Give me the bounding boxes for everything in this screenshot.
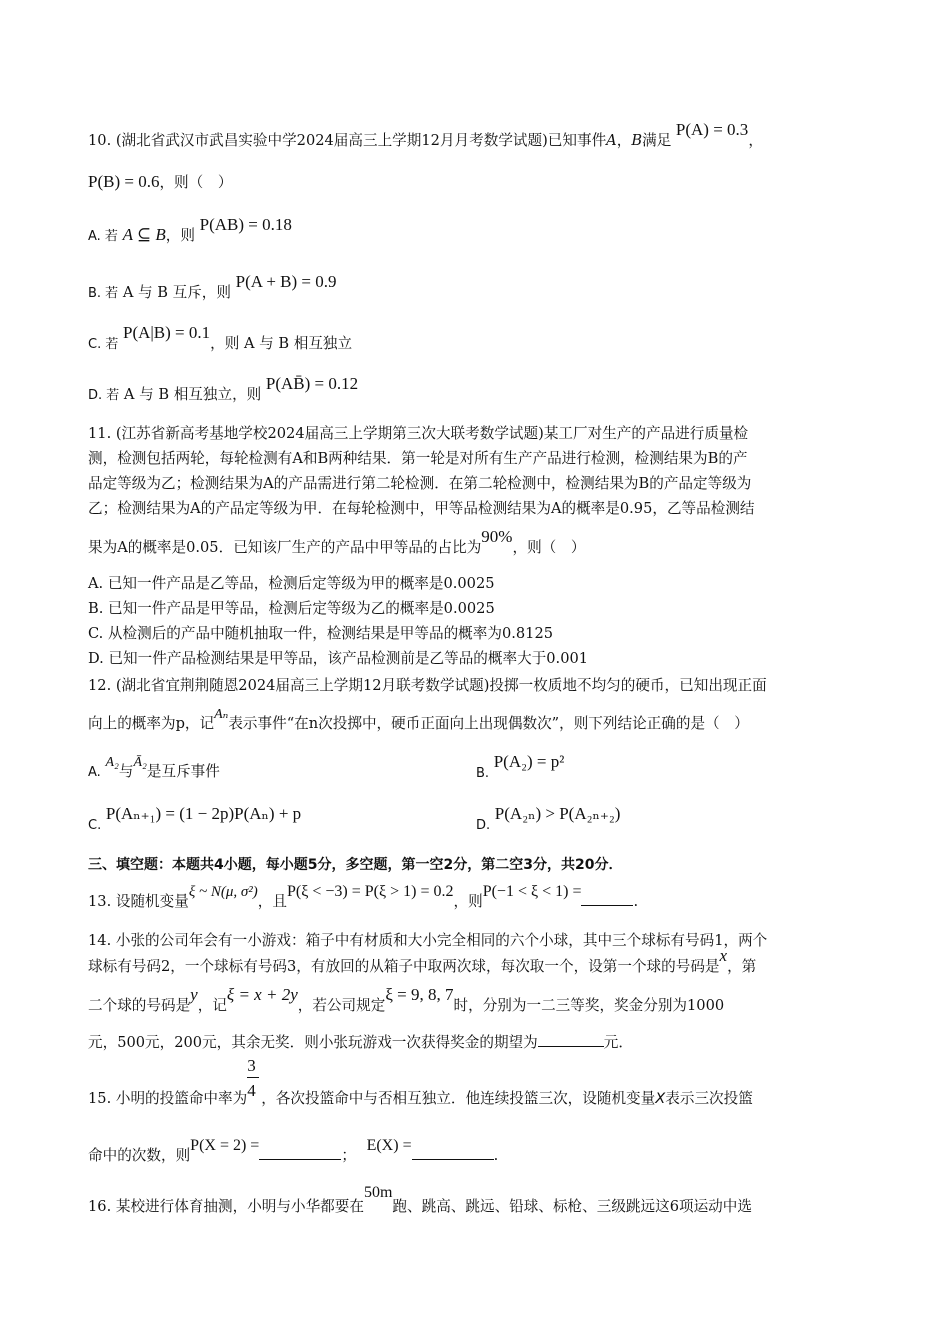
q12-option-a-mid: 与 <box>118 763 134 780</box>
q10-option-c <box>88 323 353 355</box>
q14-line3-mid: ，记 <box>197 997 227 1014</box>
q12-line2-end: 表示事件“在n次投掷中，硬币正面向上出现偶数次”，则下列结论正确的是（ ） <box>228 715 749 732</box>
q10-option-a-label: A. 若 <box>88 229 118 244</box>
q16-line1 <box>88 1184 752 1217</box>
q11-option-b: B. 已知一件产品是甲等品，检测后定等级为乙的概率是0.0025 <box>88 600 495 617</box>
q10-pa-expr: P(A) = 0.3 <box>675 120 749 139</box>
q14-line2-end: ，第 <box>727 958 757 975</box>
section-3-heading: 三、填空题：本题共4小题，每小题5分，多空题，第一空2分，第二空3分，共20分． <box>88 857 623 873</box>
q10-pb-expr: P(B) = 0.6 <box>88 172 160 191</box>
q10-option-d-label: D. 若 <box>88 388 120 403</box>
q10-option-b-expr: P(A + B) = 0.9 <box>235 272 337 291</box>
q12-option-a-text: 是互斥事件 <box>146 763 220 780</box>
q13-answer-blank[interactable] <box>581 891 633 906</box>
q12-option-d-expr: P(A₂ₙ) > P(A₂ₙ₊₂) <box>494 804 621 823</box>
q14-line3-text: 二个球的号码是 <box>88 997 191 1014</box>
q11-line5 <box>88 527 586 558</box>
q14-line4 <box>88 1032 633 1053</box>
q15-text-a: 15. 小明的投篮命中率为 <box>88 1090 248 1107</box>
q12-line1: 12. (湖北省宜荆荆随恩2024届高三上学期12月联考数学试题)投掷一枚质地不均匀的硬币，已知出现正面 <box>88 677 767 694</box>
q12-option-c-expr: P(Aₙ₊₁) = (1 − 2p)P(Aₙ) + p <box>105 804 302 823</box>
q14-line1: 14. 小张的公司年会有一小游戏：箱子中有材质和大小完全相同的六个小球，其中三个球标有号码1，两个 <box>88 932 768 949</box>
q12-line2 <box>88 707 749 735</box>
q12-option-c <box>88 804 302 836</box>
q13-end: . <box>633 893 639 910</box>
q15-fraction <box>247 1056 261 1103</box>
q15-end: . <box>493 1147 499 1164</box>
q11-line3: 品定等级为乙；检测结果为A的产品需进行第二轮检测．在第二轮检测中，检测结果为B的产品定等级为 <box>88 475 752 492</box>
q15-line2-text: 命中的次数，则 <box>88 1147 191 1164</box>
q10-option-d-text: A 与 B 相互独立，则 <box>123 386 262 403</box>
q15-answer-blank-2[interactable] <box>412 1145 494 1160</box>
q13-line <box>88 883 639 912</box>
q11-option-d: D. 已知一件产品检测结果是甲等品，该产品检测前是乙等品的概率大于0.001 <box>88 650 589 667</box>
q10-option-a-mid: ，则 <box>165 227 195 244</box>
q10-comma: ， <box>748 132 763 149</box>
q15-ex-expr: E(X) = <box>366 1137 412 1154</box>
q14-answer-blank[interactable] <box>538 1032 604 1047</box>
q12-option-c-label: C. <box>88 818 102 833</box>
q15-answer-blank-1[interactable] <box>259 1145 341 1160</box>
q15-text-c: 表示三次投篮 <box>665 1090 753 1107</box>
q10-stem-text: 10. (湖北省武汉市武昌实验中学2024届高三上学期12月月考数学试题)已知事件 <box>88 132 607 149</box>
q10-stem-tail: 满足 <box>642 132 672 149</box>
q12-option-b <box>476 752 565 784</box>
q10-sep: ， <box>616 132 632 149</box>
q11-option-a: A. 已知一件产品是乙等品，检测后定等级为甲的概率是0.0025 <box>88 575 495 592</box>
q10-option-c-expr: P(A|B) = 0.1 <box>122 323 211 342</box>
q13-text-c: ，则 <box>453 893 483 910</box>
q12-line2-text: 向上的概率为p，记 <box>88 715 215 732</box>
q12-option-d-label: D. <box>476 818 491 833</box>
q11-percent: 90% <box>481 527 513 546</box>
q10-option-b-text: A 与 B 互斥，则 <box>122 284 231 301</box>
q15-line1 <box>88 1056 753 1109</box>
q14-line3-end: 时，分别为一二三等奖，奖金分别为1000 <box>453 997 725 1014</box>
q12-option-b-expr: P(A₂) = p² <box>493 752 565 771</box>
q14-line3 <box>88 985 725 1016</box>
q15-text-b: ，各次投篮命中与否相互独立．他连续投篮三次，设随机变量 <box>261 1090 656 1107</box>
q14-line4-text: 元，500元，200元，其余无奖．则小张玩游戏一次获得奖金的期望为 <box>88 1034 538 1051</box>
q11-line5-end: ，则（ ） <box>512 539 586 556</box>
q14-line3-rule: ，若公司规定 <box>297 997 386 1014</box>
q12-option-a-expr1: A₂ <box>105 755 119 770</box>
q12-option-d <box>476 804 621 836</box>
q10-option-a <box>88 215 292 247</box>
q10-option-b-label: B. 若 <box>88 286 119 301</box>
q10-stem-line2 <box>88 172 232 193</box>
q13-cond: P(ξ < −3) = P(ξ > 1) = 0.2 <box>287 883 454 900</box>
q14-xi-values: ξ = 9, 8, 7 <box>385 985 454 1004</box>
q14-line2-text: 球标有号码2，一个球标有号码3，有放回的从箱子中取两次球，每次取一个，设第一个球的号码是 <box>88 958 720 975</box>
q13-ask: P(−1 < ξ < 1) = <box>482 883 582 900</box>
q13-text-a: 13. 设随机变量 <box>88 893 189 910</box>
q11-line5-text: 果为A的概率是0.05．已知该厂生产的产品中甲等品的占比为 <box>88 539 482 556</box>
q10-var-a: A <box>606 132 617 149</box>
q10-option-c-label: C. 若 <box>88 337 119 352</box>
q11-line4: 乙；检测结果为A的产品定等级为甲．在每轮检测中，甲等品检测结果为A的概率是0.95，乙等品检测结 <box>88 500 755 517</box>
q10-stem-line1 <box>88 120 763 151</box>
q14-var-y: y <box>190 985 198 1004</box>
q12-an: Aₙ <box>214 707 229 722</box>
q10-option-b <box>88 272 337 304</box>
q16-text-a: 16. 某校进行体育抽测，小明与小华都要在 <box>88 1198 364 1215</box>
q15-fraction-num: 3 <box>247 1056 256 1075</box>
q10-option-a-expr: P(AB) = 0.18 <box>199 215 292 234</box>
q11-line2: 测，检测包括两轮，每轮检测有A和B两种结果．第一轮是对所有生产产品进行检测，检测结果为B的产 <box>88 450 748 467</box>
q12-option-a-expr2: Ā₂ <box>133 755 147 770</box>
q15-line2 <box>88 1137 499 1166</box>
q12-option-a <box>88 755 220 783</box>
q14-var-x: x <box>719 946 728 965</box>
q10-option-a-cond: A ⊆ B <box>122 225 166 244</box>
q10-var-b: B <box>631 132 643 149</box>
q12-option-b-label: B. <box>476 766 490 781</box>
q15-fraction-den: 4 <box>247 1081 256 1100</box>
q14-xi-def: ξ = x + 2y <box>226 985 298 1004</box>
q16-distance: 50m <box>363 1184 393 1201</box>
q12-option-a-label: A. <box>88 765 101 780</box>
q13-dist: ξ ~ N(μ, σ²) <box>188 884 258 900</box>
q10-option-c-text: ，则 A 与 B 相互独立 <box>210 335 353 352</box>
q15-var-x: X <box>655 1090 666 1107</box>
q14-line2 <box>88 946 757 977</box>
q13-text-b: ，且 <box>257 893 287 910</box>
q10-option-d-expr: P(AB̄) = 0.12 <box>265 374 359 393</box>
q10-option-d <box>88 374 359 406</box>
q15-px-expr: P(X = 2) = <box>190 1137 260 1154</box>
q15-semicolon: ； <box>341 1147 356 1164</box>
q14-line4-end: 元． <box>603 1034 633 1051</box>
q11-line1: 11. (江苏省新高考基地学校2024届高三上学期第三次大联考数学试题)某工厂对生产的产品进行质量检 <box>88 425 749 442</box>
q15-fraction-bar <box>247 1077 259 1078</box>
q16-text-b: 跑、跳高、跳远、铅球、标枪、三级跳远这6项运动中选 <box>392 1198 752 1215</box>
q10-stem-end: ，则（ ） <box>159 174 233 191</box>
q11-option-c: C. 从检测后的产品中随机抽取一件，检测结果是甲等品的概率为0.8125 <box>88 625 554 642</box>
